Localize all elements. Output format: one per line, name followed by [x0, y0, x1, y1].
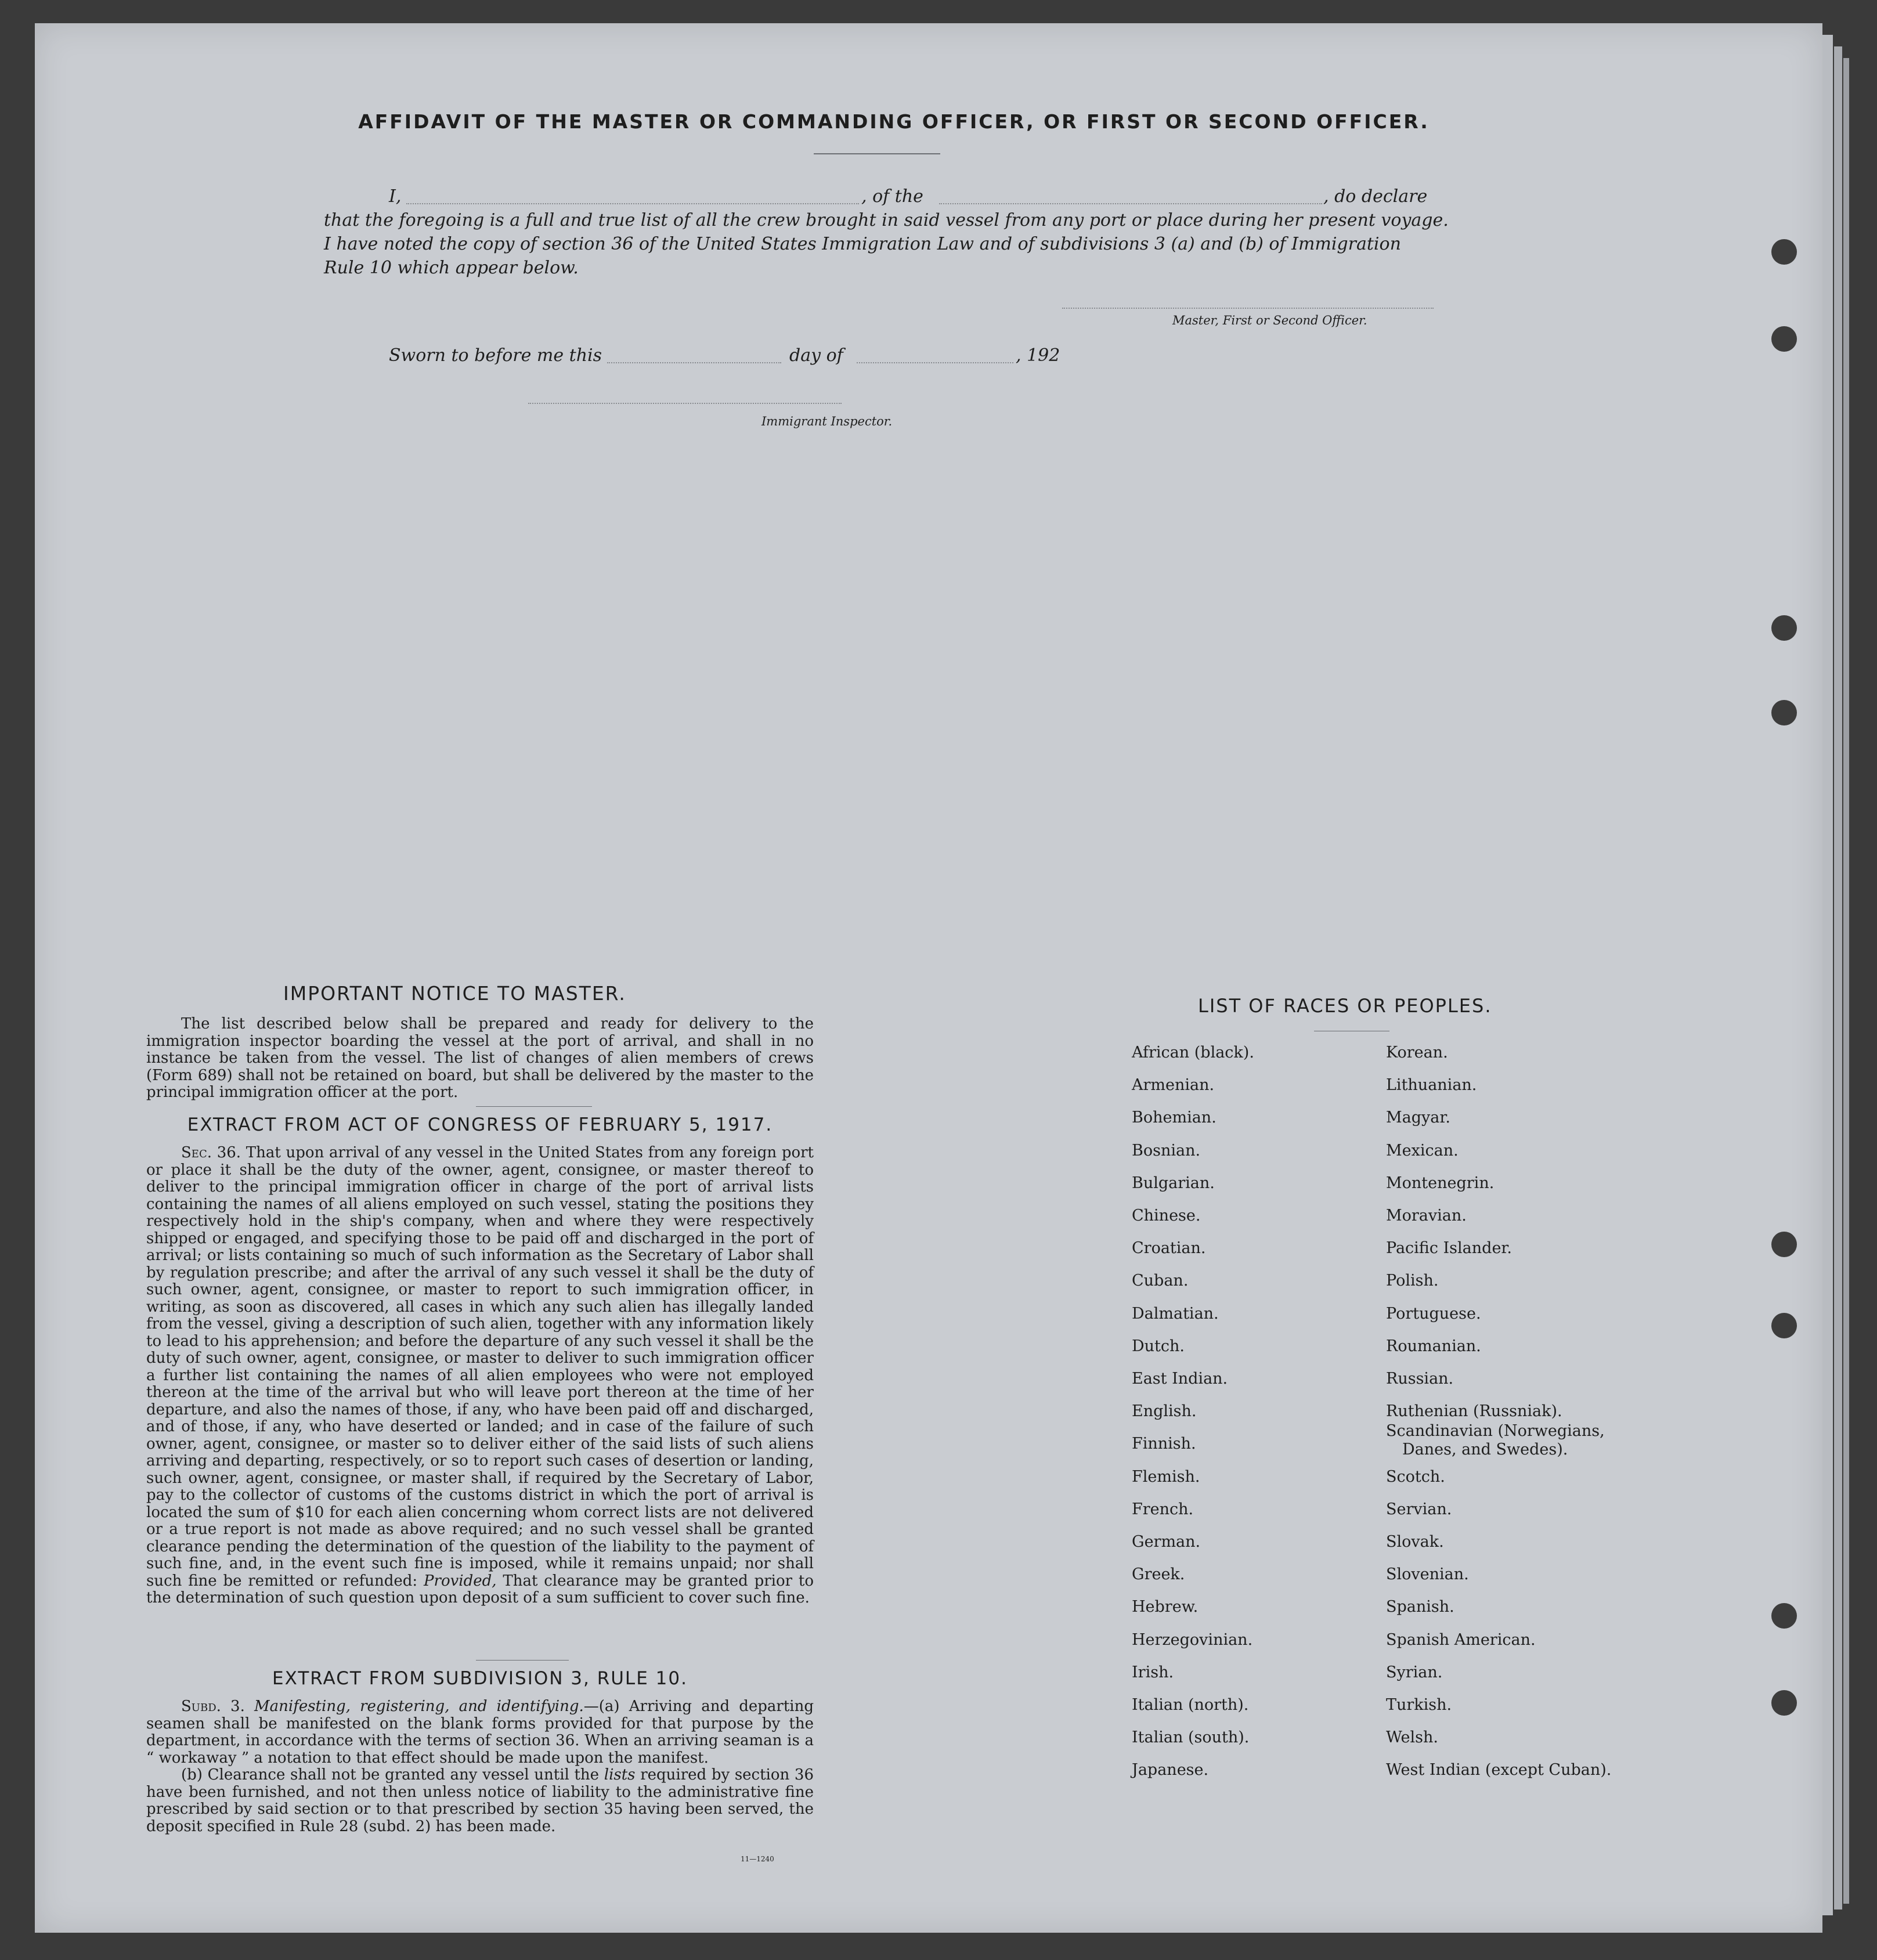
race-item: Magyar.: [1386, 1109, 1450, 1127]
declaration-line-3: I have noted the copy of section 36 of the United States Immigration Law and of subdivisions 3 (a) and (b) of Immigration: [324, 234, 1401, 254]
provided-word: Provided,: [424, 1572, 497, 1590]
race-item: East Indian.: [1132, 1370, 1228, 1388]
races-title: LIST OF RACES OR PEOPLES.: [1198, 995, 1492, 1017]
section-divider: [476, 1660, 569, 1661]
race-item: Polish.: [1386, 1272, 1439, 1290]
act-extract-text: [146, 1145, 814, 1607]
race-item: Servian.: [1386, 1500, 1452, 1518]
sworn-label: Sworn to before me this: [389, 345, 602, 366]
binder-hole: [1771, 1690, 1797, 1716]
race-item: Dutch.: [1132, 1337, 1185, 1355]
race-item: German.: [1132, 1533, 1201, 1551]
race-item: Russian.: [1386, 1370, 1454, 1388]
act-text-2: That clearance may be granted prior to the determination of such question upon deposit of a sum sufficient to cover such fine.: [146, 1572, 814, 1607]
rule-extract-text: [146, 1698, 814, 1835]
race-item: Italian (north).: [1132, 1696, 1249, 1714]
year-label: , 192: [1016, 345, 1060, 366]
form-code: 11—1240: [741, 1855, 774, 1863]
race-item: Mexican.: [1386, 1141, 1459, 1160]
race-item: Bohemian.: [1132, 1109, 1217, 1127]
race-item: Ruthenian (Russniak).: [1386, 1402, 1562, 1421]
race-item: Slovak.: [1386, 1533, 1444, 1551]
race-item: Pacific Islander.: [1386, 1239, 1512, 1258]
page-edge: [1834, 46, 1842, 1910]
notice-text: [146, 1016, 814, 1102]
race-item: Herzegovinian.: [1132, 1630, 1253, 1649]
binder-hole: [1771, 700, 1797, 725]
act-text-1: That upon arrival of any vessel in the United States from any foreign port or place it shall be the duty of the owner, agent, consignee, or master thereof to deliver to the principal immigration officer in charge of the port of arrival lists containing the names of all aliens employed on such vessel, stating the positions they respectively hold in the ship's company, when and where they were respectively shipped or engaged, and specifying those to be paid off and discharged in the port of arrival; or lists containing so much of such information as the Secretary of Labor shall by regulation prescribe; and after the arrival of any such vessel it shall be the duty of such owner, agent, consignee, or master to report to such immigration officer, in writing, as soon as discovered, all cases in which any such alien has illegally landed from the vessel, giving a description of such alien, together with any information likely to lead to his apprehension; and before the departure of any such vessel it shall be the duty of such owner, agent, consignee, or master to deliver to such immigration officer a further list containing the names of all alien employees who were not employed thereon at the time of the arrival but who will leave port thereon at the time of her departure, and also the names of those, if any, who have been paid off and discharged, and of those, if any, who have deserted or landed; and in case of the failure of such owner, agent, consignee, or master so to deliver either of the said lists of such aliens arriving and departing, respectively, or so to report such cases of desertion or landing, such owner, agent, consignee, or master shall, if required by the Secretary of Labor, pay to the collector of customs of the customs district in which the port of arrival is located the sum of $10 for each alien concerning whom correct lists are not delivered or a true report is not made as above required; and no such vessel shall be granted clearance pending the determination of the question of the liability to the payment of such fine, and, in the event such fine is imposed, while it remains unpaid; nor shall such fine be remitted or refunded:: [146, 1144, 814, 1590]
race-item: Lithuanian.: [1386, 1076, 1477, 1095]
page-edge: [1843, 58, 1849, 1904]
race-item: Portuguese.: [1386, 1304, 1481, 1323]
act-extract-title: EXTRACT FROM ACT OF CONGRESS OF FEBRUARY 5, 1917.: [187, 1114, 773, 1135]
sec-label: Sec. 36.: [181, 1144, 241, 1161]
race-item: French.: [1132, 1500, 1194, 1518]
section-divider: [476, 1106, 592, 1107]
declaration-line-2: that the foregoing is a full and true list of all the crew brought in said vessel from any port or place during her present voyage.: [324, 210, 1449, 230]
binder-hole: [1771, 326, 1797, 352]
subd-b-label: (b): [181, 1766, 203, 1784]
month-blank: [857, 362, 1013, 363]
page-edge: [1822, 35, 1833, 1915]
race-item: Turkish.: [1386, 1696, 1452, 1714]
declaration-i: I,: [389, 186, 402, 207]
title-divider: [814, 153, 940, 154]
race-item: Slovenian.: [1386, 1565, 1469, 1584]
inspector-signature-line: [528, 403, 842, 404]
race-item: Japanese.: [1132, 1761, 1209, 1779]
race-item: Irish.: [1132, 1663, 1174, 1681]
race-item: Spanish American.: [1386, 1630, 1536, 1649]
race-item: Roumanian.: [1386, 1337, 1481, 1355]
sworn-day-blank: [607, 362, 781, 363]
binder-hole: [1771, 1232, 1797, 1257]
race-item: Chinese.: [1132, 1207, 1201, 1225]
race-item: Montenegrin.: [1386, 1174, 1495, 1192]
race-item: Croatian.: [1132, 1239, 1206, 1258]
race-item: West Indian (except Cuban).: [1386, 1761, 1612, 1779]
subd-label: Subd. 3.: [181, 1698, 245, 1715]
race-item: Moravian.: [1386, 1207, 1467, 1225]
race-item: African (black).: [1132, 1044, 1254, 1062]
subd-a-label: —(a): [583, 1698, 620, 1715]
race-item: English.: [1132, 1402, 1197, 1421]
declaration-declare: , do declare: [1323, 186, 1428, 207]
subd-b-text-2: required by section 36 have been furnished, and not then unless notice of liability to the administrative fine prescribed by said section or to that prescribed by section 35 having been served, the deposit specified in Rule 28 (subd. 2) has been made.: [146, 1766, 814, 1835]
race-item: Cuban.: [1132, 1272, 1189, 1290]
notice-title: IMPORTANT NOTICE TO MASTER.: [283, 982, 626, 1005]
race-item: Spanish.: [1386, 1598, 1454, 1616]
subd-a-text: Arriving and departing seamen shall be manifested on the blank forms provided for that purpose by the department, in accordance with the terms of section 36. When an arriving seaman is a “ workaway ” a notation to that effect should be made upon the manifest.: [146, 1698, 814, 1767]
race-item: Armenian.: [1132, 1076, 1215, 1095]
inspector-caption: Immigrant Inspector.: [761, 414, 893, 428]
race-item: Danes, and Swedes).: [1402, 1441, 1568, 1459]
race-item: Korean.: [1386, 1044, 1448, 1062]
race-item: Flemish.: [1132, 1467, 1200, 1486]
race-item: Welsh.: [1386, 1728, 1438, 1747]
race-item: Bosnian.: [1132, 1141, 1201, 1160]
binder-hole: [1771, 239, 1797, 265]
signature-caption: Master, First or Second Officer.: [1172, 313, 1367, 327]
vessel-blank: [939, 203, 1322, 204]
affidavit-title: AFFIDAVIT OF THE MASTER OR COMMANDING OFFICER, OR FIRST OR SECOND OFFICER.: [358, 110, 1430, 133]
race-item: Greek.: [1132, 1565, 1185, 1584]
race-item: Bulgarian.: [1132, 1174, 1215, 1192]
race-item: Scotch.: [1386, 1467, 1445, 1486]
subd-b-text-1: Clearance shall not be granted any vessel until the: [207, 1766, 600, 1784]
declaration-of-the: , of the: [861, 186, 923, 207]
rule-extract-title: EXTRACT FROM SUBDIVISION 3, RULE 10.: [272, 1668, 688, 1689]
signature-line: [1062, 308, 1434, 309]
name-blank: [406, 203, 859, 204]
declaration-line-4: Rule 10 which appear below.: [324, 258, 579, 278]
binder-hole: [1771, 615, 1797, 641]
race-item: Italian (south).: [1132, 1728, 1250, 1747]
notice-paragraph: The list described below shall be prepared and ready for delivery to the immigration inspector boarding the vessel at the port of arrival, and shall in no instance be taken from the vessel. The list of changes of alien members of crews (Form 689) shall not be retained on board, but shall be delivered by the master to the principal immigration officer at the port.: [146, 1015, 814, 1101]
day-of-label: day of: [789, 345, 843, 366]
binder-hole: [1771, 1603, 1797, 1629]
race-item: Scandinavian (Norwegians,: [1386, 1422, 1605, 1441]
race-item: Dalmatian.: [1132, 1304, 1219, 1323]
binder-hole: [1771, 1313, 1797, 1338]
race-item: Finnish.: [1132, 1435, 1196, 1453]
subd-heading: Manifesting, registering, and identifying.: [254, 1698, 584, 1715]
race-item: Syrian.: [1386, 1663, 1443, 1681]
subd-b-lists: lists: [604, 1766, 636, 1784]
race-item: Hebrew.: [1132, 1598, 1199, 1616]
document-page: [35, 23, 1822, 1933]
